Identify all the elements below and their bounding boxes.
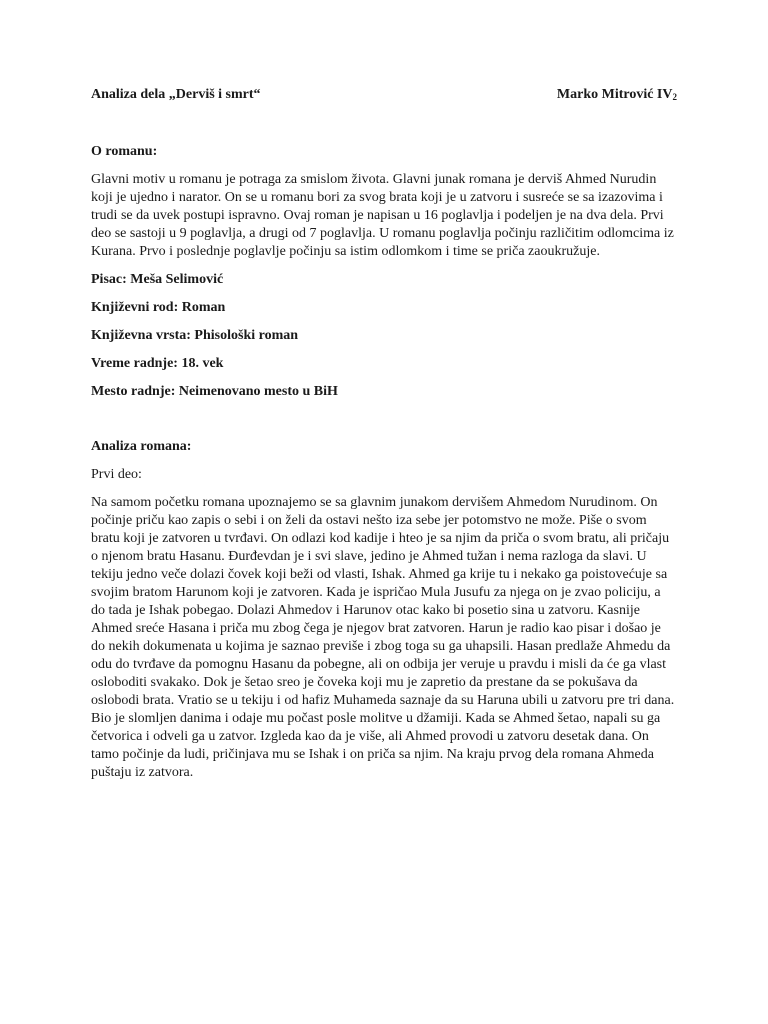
- author-name: Marko Mitrović IV: [556, 87, 673, 102]
- section-heading-o-romanu: O romanu:: [91, 144, 158, 159]
- field-pisac: Pisac: Meša Selimović: [91, 272, 224, 287]
- field-mesto-radnje: Mesto radnje: Neimenovano mesto u BiH: [91, 384, 338, 399]
- document-page: [91, 86, 677, 782]
- analiza-paragraph: Na samom početku romana upoznajemo se sa glavnim junakom dervišem Ahmedom Nurudinom. On počinje priču kao zapis o sebi i on želi da ostavi nešto iza sebe jer potomstvo ne može. Piše o svom bratu koji je zatvoren u tvrđavi. On odlazi kod kadije i hteo je sa njim da priča o svom bratu, ali pričaju o njenom bratu Hasanu. Đurđevdan je i svi slave, jedino je Ahmed tužan i nema razloga da slavi. U tekiju jedno veče dolazi čovek koji beži od vlasti, Ishak. Ahmed ga krije tu i nekako ga poistovećuje sa svojim bratom Harunom koji je zatvoren. Kada je ispričao Mula Jusufu za njega on je zvao policiju, a do tada je Ishak pobegao. Dolazi Ahmedov i Harunov otac kako bi posetio sina u zatvoru. Kasnije Ahmed sreće Hasana i priča mu zbog čega je njegov brat zatvoren. Harun je radio kao pisar i došao je do nekih dokumenata u kojima je saznao previše i zbog toga su ga uhapsili. Hasan predlaže Ahmedu da odu do tvrđave da pomognu Hasanu da pobegne, ali on odbija jer veruje u pravdu i misli da će ga vlast osloboditi svakako. Dok je šetao sreo je čoveka koji mu je zapretio da prestane da se pokušava da oslobodi brata. Vratio se u tekiju i od hafiz Muhameda saznaje da su Haruna ubili u zatvoru pre tri dana. Bio je slomljen danima i odaje mu počast posle molitve u džamiji. Kada se Ahmed šetao, napali su ga četvorica i odveli ga u zatvor. Izgleda kao da je više, ali Ahmed provodi u zatvoru desetak dana. On tamo počinje da ludi, pričinjava mu se Ishak i on priča sa njim. Na kraju prvog dela romana Ahmeda puštaju iz zatvora.: [91, 495, 675, 780]
- field-knjizevna-vrsta: Književna vrsta: Phisološki roman: [91, 328, 299, 343]
- field-knjizevni-rod: Književni rod: Roman: [91, 300, 226, 315]
- o-romanu-paragraph: Glavni motiv u romanu je potraga za smislom života. Glavni junak romana je derviš Ahmed Nurudin koji je ujedno i narator. On se u romanu bori za svog brata koji je u zatvoru i susreće se sa izazovima i trudi se da uvek postupi ispravno. Ovaj roman je napisan u 16 poglavlja i podeljen je na dva dela. Prvi deo se sastoji u 9 poglavlja, a drugi od 7 poglavlja. U romanu poglavlja počinju različitim odlomcima iz Kurana. Prvo i poslednje poglavlje počinju sa istim odlomkom i time se priča zaoukružuje.: [91, 172, 674, 259]
- document-header: [91, 86, 677, 106]
- section-heading-analiza: Analiza romana:: [91, 439, 192, 454]
- document-title: Analiza dela „Derviš i smrt“: [91, 87, 261, 102]
- field-vreme-radnje: Vreme radnje: 18. vek: [91, 356, 224, 371]
- author-line: [557, 86, 677, 106]
- part-label-prvi-deo: Prvi deo:: [91, 467, 142, 482]
- author-class-subscript: 2: [672, 92, 677, 102]
